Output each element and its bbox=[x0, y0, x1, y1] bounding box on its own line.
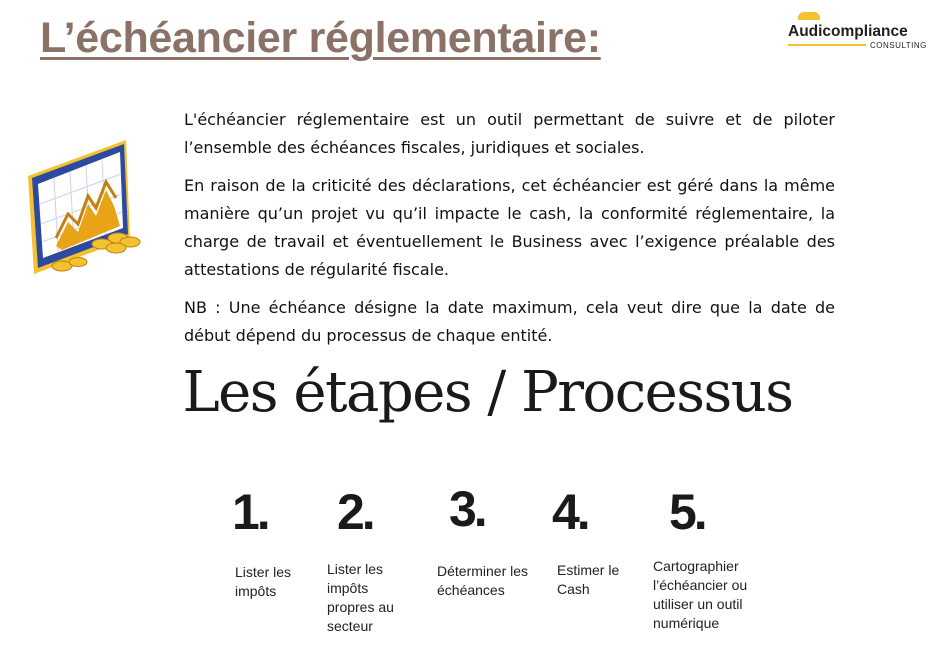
logo-mark-icon bbox=[798, 12, 820, 20]
step-label: Lister les impôts bbox=[235, 564, 292, 599]
company-logo bbox=[788, 12, 936, 54]
step-number: 4. bbox=[552, 484, 588, 540]
step-number: 2. bbox=[337, 484, 373, 540]
step-label: Cartographier l’échéancier ou utiliser un outil numérique bbox=[653, 558, 748, 631]
step-label: Estimer le Cash bbox=[557, 562, 620, 597]
step-label: Lister les impôts propres au secteur bbox=[327, 561, 394, 634]
logo-subtitle: CONSULTING bbox=[870, 41, 927, 50]
step-label: Déterminer les échéances bbox=[437, 563, 529, 598]
step-number: 5. bbox=[669, 484, 705, 540]
intro-text bbox=[184, 106, 835, 360]
page-title: L’échéancier réglementaire: bbox=[40, 14, 601, 62]
logo-name: Audicompliance bbox=[788, 23, 908, 40]
logo-underline bbox=[788, 44, 866, 46]
step-number: 3. bbox=[449, 481, 485, 537]
intro-paragraph: NB : Une échéance désigne la date maximum, cela veut dire que la date de début dépend du processus de chaque entité. bbox=[184, 298, 835, 345]
monitor-chart-coins-icon bbox=[22, 138, 144, 280]
intro-paragraph: L'échéancier réglementaire est un outil permettant de suivre et de piloter l’ensemble des échéances fiscales, juridiques et sociales. bbox=[184, 110, 835, 157]
step-number: 1. bbox=[232, 484, 268, 540]
process-title: Les étapes / Processus bbox=[182, 360, 793, 425]
intro-paragraph: En raison de la criticité des déclarations, cet échéancier est géré dans la même manière qu’un projet vu qu’il impacte le cash, la conformité réglementaire, la charge de travail et éventuellement le Business avec l’exigence préalable des attestations de régularité fiscale. bbox=[184, 176, 835, 279]
